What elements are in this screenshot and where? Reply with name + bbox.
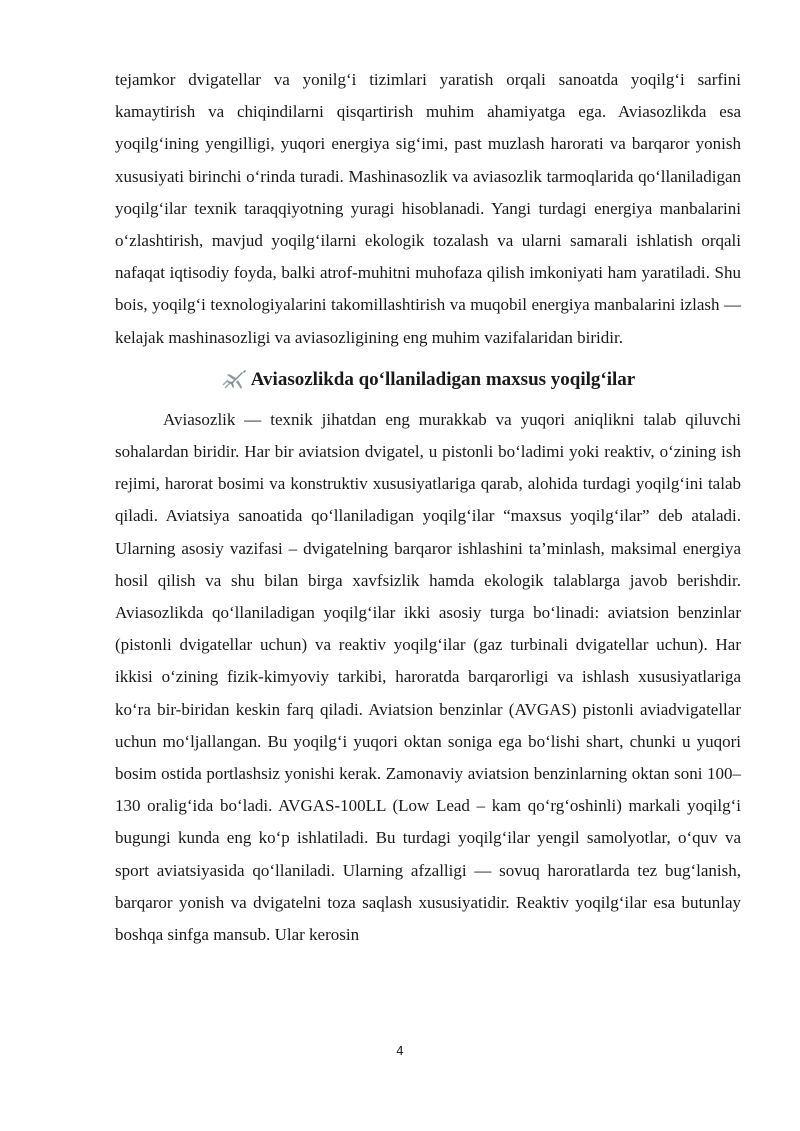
- section-heading: [115, 360, 741, 400]
- document-page: [115, 64, 741, 951]
- section-heading-text: Aviasozlikda qo‘llaniladigan maxsus yoqilg‘ilar: [250, 368, 636, 390]
- body-paragraph: Aviasozlik — texnik jihatdan eng murakkab va yuqori aniqlikni talab qiluvchi sohalardan biridir. Har bir aviatsion dvigatel, u pistonli bo‘ladimi yoki reaktiv, o‘zining ish rejimi, harorat bosimi va konstruktiv xususiyatlariga qarab, alohida turdagi yoqilg‘ini talab qiladi. Aviatsiya sanoatida qo‘llaniladigan yoqilg‘ilar “maxsus yoqilg‘ilar” deb ataladi. Ularning asosiy vazifasi – dvigatelning barqaror ishlashini ta’minlash, maksimal energiya hosil qilish va shu bilan birga xavfsizlik hamda ekologik talablarga javob berishdir. Aviasozlikda qo‘llaniladigan yoqilg‘ilar ikki asosiy turga bo‘linadi: aviatsion benzinlar (pistonli dvigatellar uchun) va reaktiv yoqilg‘ilar (gaz turbinali dvigatellar uchun). Har ikkisi o‘zining fizik-kimyoviy tarkibi, haroratda barqarorligi va ishlash xususiyatlariga ko‘ra bir-biridan keskin farq qiladi. Aviatsion benzinlar (AVGAS) pistonli aviadvigatellar uchun mo‘ljallangan. Bu yoqilg‘i yuqori oktan soniga ega bo‘lishi shart, chunki u yuqori bosim ostida portlashsiz yonishi kerak. Zamonaviy aviatsion benzinlarning oktan soni 100–130 oralig‘ida bo‘ladi. AVGAS-100LL (Low Lead – kam qo‘rg‘oshinli) markali yoqilg‘i bugungi kunda eng ko‘p ishlatiladi. Bu turdagi yoqilg‘ilar yengil samolyotlar, o‘quv va sport aviatsiyasida qo‘llaniladi. Ularning afzalligi — sovuq haroratlarda tez bug‘lanish, barqaror yonish va dvigatelni toza saqlash xususiyatidir. Reaktiv yoqilg‘ilar esa butunlay boshqa sinfga mansub. Ular kerosin: [115, 409, 741, 945]
- body-paragraph: tejamkor dvigatellar va yonilg‘i tizimlari yaratish orqali sanoatda yoqilg‘i sarfini kamaytirish va chiqindilarni qisqartirish muhim ahamiyatga ega. Aviasozlikda esa yoqilg‘ining yengilligi, yuqori energiya sig‘imi, past muzlash harorati va barqaror yonish xususiyati birinchi o‘rinda turadi. Mashinasozlik va aviasozlik tarmoqlarida qo‘llaniladigan yoqilg‘ilar texnik taraqqiyotning yuragi hisoblanadi. Yangi turdagi energiya manbalarini o‘zlashtirish, mavjud yoqilg‘ilarni ekologik tozalash va ularni samarali ishlatish orqali nafaqat iqtisodiy foyda, balki atrof-muhitni muhofaza qilish imkoniyati ham yaratiladi. Shu bois, yoqilg‘i texnologiyalarini takomillashtirish va muqobil energiya manbalarini izlash — kelajak mashinasozligi va aviasozligining eng muhim vazifalaridan biridir.: [115, 70, 741, 347]
- airplane-icon: [221, 369, 247, 391]
- page-number: 4: [396, 1044, 404, 1058]
